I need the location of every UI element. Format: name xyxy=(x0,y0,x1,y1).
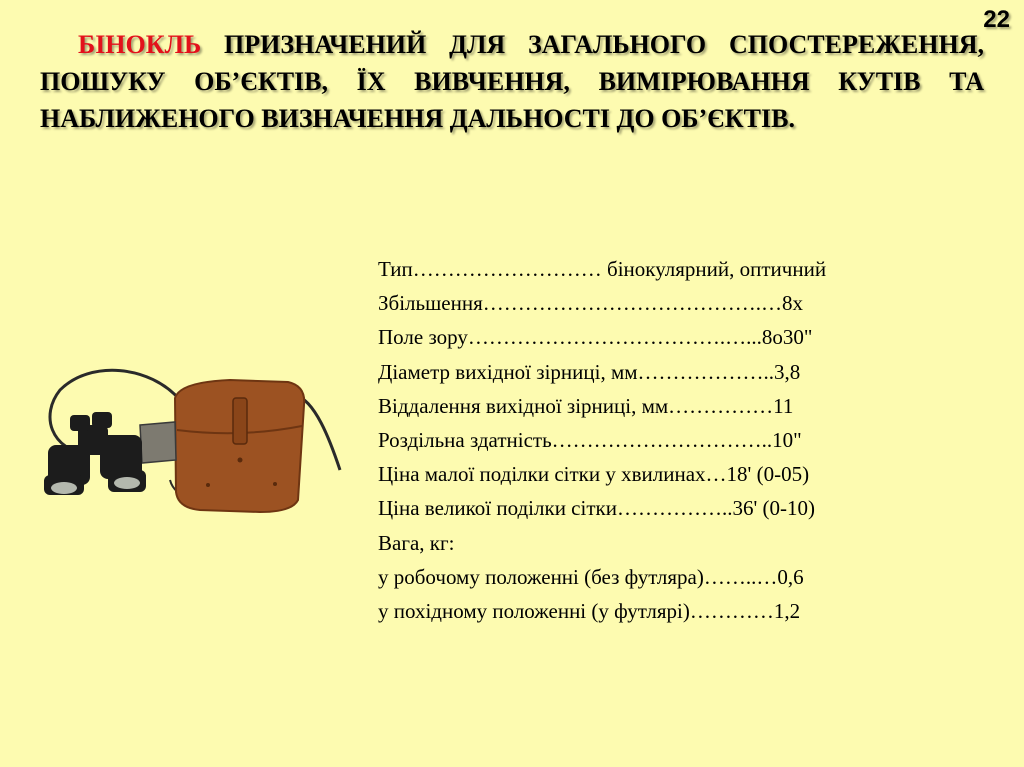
page-number: 22 xyxy=(983,6,1010,33)
case-rivet xyxy=(206,483,210,487)
case-side-flap xyxy=(140,422,176,463)
slide-heading xyxy=(40,26,984,137)
spec-line: Поле зору……………………………….…...8o30" xyxy=(378,325,813,350)
spec-line: Діаметр вихідної зірниці, мм………………..3,8 xyxy=(378,359,801,384)
binocular-lens xyxy=(114,477,140,489)
spec-line: у робочому положенні (без футляра)……..…0,6 xyxy=(378,564,804,589)
binocular-lens xyxy=(51,482,77,494)
binoculars-photo xyxy=(30,360,350,520)
spec-line: Вага, кг: xyxy=(378,530,455,555)
case-rivet xyxy=(273,482,277,486)
spec-line: Тип……………………… бінокулярний, оптичний xyxy=(378,257,827,281)
spec-line: Роздільна здатність…………………………..10" xyxy=(378,428,802,453)
spec-line: Віддалення вихідної зірниці, мм……………11 xyxy=(378,393,794,418)
heading-accent-word: БІНОКЛЬ xyxy=(78,30,202,59)
case-rivet xyxy=(238,458,243,463)
spec-line: Ціна великої поділки сітки……………..36' (0-10) xyxy=(378,496,815,521)
heading-text: ПРИЗНАЧЕНИЙ ДЛЯ ЗАГАЛЬНОГО СПОСТЕРЕЖЕННЯ, ПОШУКУ ОБ’ЄКТІВ, ЇХ ВИВЧЕННЯ, ВИМІРЮВАННЯ КУТІВ ТА НАБЛИЖЕНОГО ВИЗНАЧЕННЯ ДАЛЬНОСТІ ДО ОБ’ЄКТІВ. xyxy=(40,30,984,133)
case-clasp xyxy=(233,398,247,444)
spec-line: Збільшення………………………………….…8х xyxy=(378,291,803,316)
spec-line: Ціна малої поділки сітки у хвилинах…18' (0-05) xyxy=(378,462,810,487)
specs-list xyxy=(378,252,998,628)
spec-line: у похідному положенні (у футлярі)…………1,2 xyxy=(378,599,801,624)
